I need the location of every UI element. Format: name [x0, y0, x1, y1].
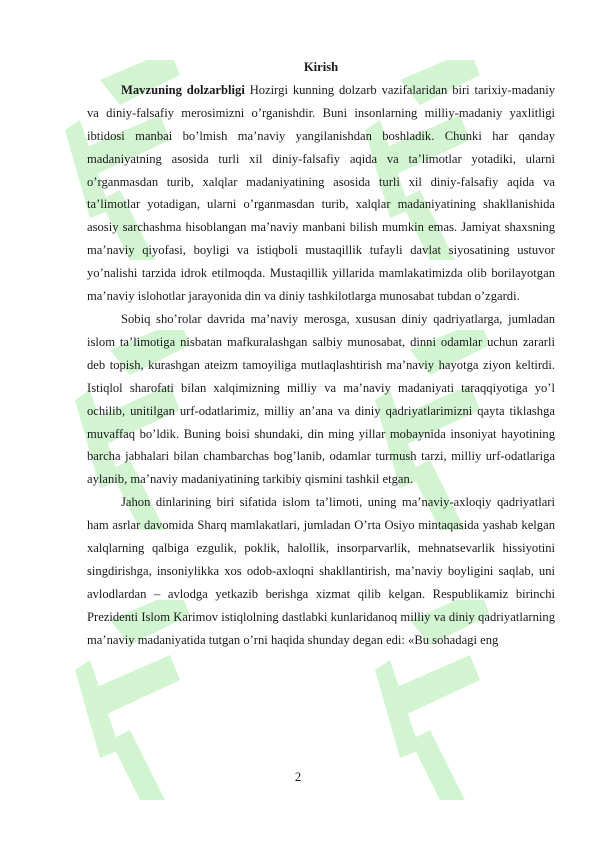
- paragraph-3: [87, 491, 555, 651]
- paragraph-2: [87, 308, 555, 491]
- paragraph-lead: Mavzuning dolzarbligi: [121, 82, 245, 97]
- paragraph-text: Hozirgi kunning dolzarb vazifalaridan biri tarixiy-madaniy va diniy-falsafiy merosimizni o’rganishdir. Buni insonlarning milliy-madaniy yaxlitligi ibtidosi manbai bo’lmish ma’naviy yangilanishdan boshladik. Chunki har qanday madaniyatning asosida turli xil diniy-falsafiy aqida va ta’limotlar yotadiki, ularni o’rganmasdan turib, xalqlar madaniyatining asosida turli xil diniy-falsafiy aqida va ta’limotlar yotadigan, ularni o’rganmasdan turib, xalqlar madaniyatining shakllanishida asosiy sarchashma hisoblangan ma’naviy manbani bilish mumkin emas. Jamiyat shaxsning ma’naviy qiyofasi, boyligi va istiqboli mustaqillik tufayli davlat siyosatining ustuvor yo’nalishi tarzida idrok etilmoqda. Mustaqillik yillarida mamlakatimizda olib borilayotgan ma’naviy islohotlar jarayonida din va diniy tashkilotlarga munosabat tubdan o’zgardi.: [87, 82, 555, 304]
- document-body: [87, 56, 555, 652]
- section-title: Kirish: [303, 60, 339, 74]
- paragraph-text: Sobiq sho’rolar davrida ma’naviy merosga, xususan diniy qadriyatlarga, jumladan islom ta’limotiga nisbatan mafkuralashgan salbiy munosabat, dinni odamlar uchun zararli deb topish, kurashgan ateizm tamoyiliga mutlaqlashtirish ma’naviy hayotga ziyon keltirdi. Istiqlol sharofati bilan xalqimizning milliy va ma’naviy madaniyati taraqqiyotiga yo’l ochilib, unitilgan urf-odatlarimiz, milliy an’ana va diniy qadriyatlarimizni qayta tiklashga muvaffaq bo’ldik. Buning boisi shundaki, din ming yillar mobaynida insoniyat hayotining barcha jabhalari bilan chambarchas bog’lanib, odamlar turmush tarzi, milliy urf-odatlariga aylanib, ma’naviy madaniyatining tarkibiy qismini tashkil etgan.: [87, 311, 555, 487]
- page-number: 2: [294, 770, 302, 784]
- paragraph-1: [87, 79, 555, 308]
- paragraph-text: Jahon dinlarining biri sifatida islom ta’limoti, uning ma’naviy-axloqiy qadriyatlari ham asrlar davomida Sharq mamlakatlari, jumladan O’rta Osiyo mintaqasida yashab kelgan xalqlarning qalbiga ezgulik, poklik, halollik, insorparvarlik, mehnatsevarlik hissiyotini singdirishga, insoniylikka xos odob-axloqni shakllantirish, ma’naviy boyligini saqlab, uni avlodlardan – avlodga yetkazib berishga xizmat qilib kelgan. Respublikamiz birinchi Prezidenti Islom Karimov istiqlolning dastlabki kunlaridanoq milliy va diniy qadriyatlarning ma’naviy madaniyatida tutgan o’rni haqida shunday degan edi: «Bu sohadagi eng: [87, 495, 555, 647]
